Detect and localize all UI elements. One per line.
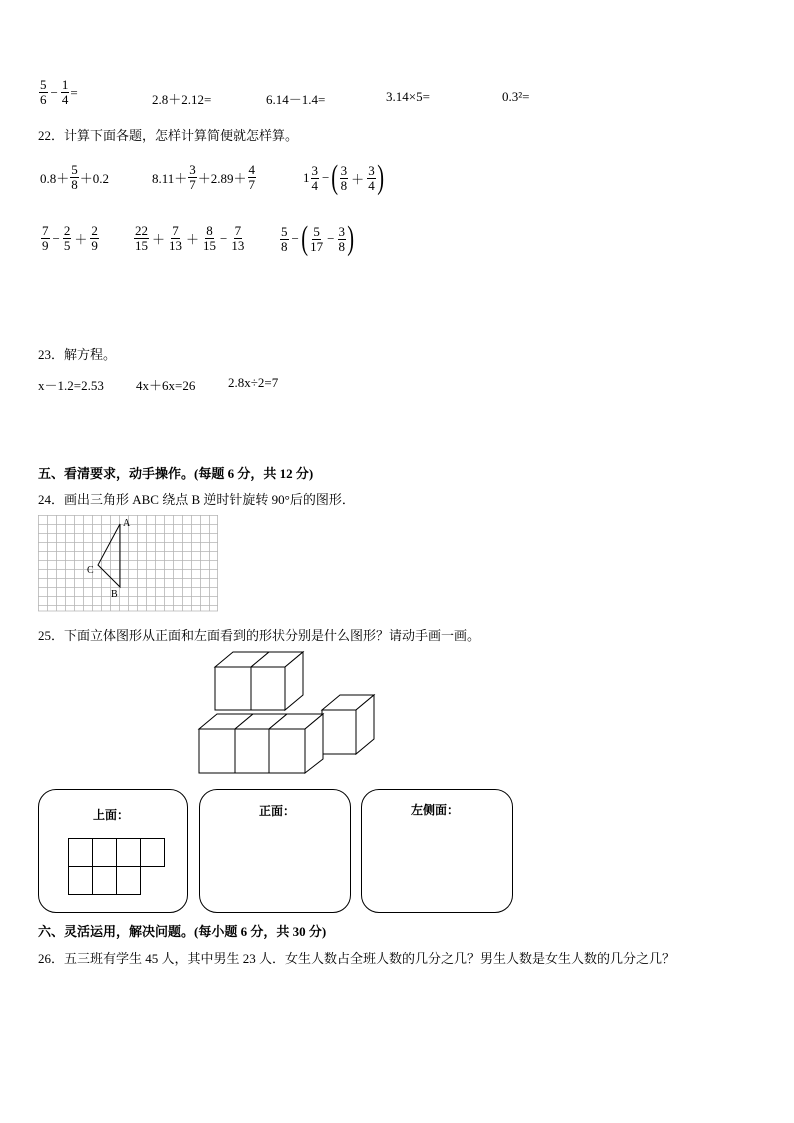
box-label-left: 左侧面： — [411, 803, 460, 817]
answer-box-top-view[interactable] — [38, 789, 188, 913]
fraction: $\frac{4}{7}$ — [248, 162, 256, 192]
q25-title: 25．下面立体图形从正面和左面看到的形状分别是什么图形？请动手画一画。 — [38, 628, 481, 643]
q22-expr-a: 0.8＋ $\frac{5}{8}$ ＋0.2 — [40, 162, 110, 192]
fraction: $\frac{2}{9}$ — [91, 223, 98, 253]
q23-title: 23．解方程。 — [38, 347, 117, 362]
q25-3d-cubes-figure — [195, 647, 380, 775]
section-6-heading: 六、灵活运用，解决问题。(每小题 6 分，共 30 分) — [38, 924, 327, 939]
fraction: $\frac{3}{8}$ — [338, 223, 346, 254]
fraction: $\frac{5}{8}$ — [281, 223, 288, 254]
label-b: B — [111, 589, 118, 600]
top-view-grid — [68, 838, 168, 898]
fraction: $\frac{8}{15}$ — [203, 223, 217, 253]
row1-expr-5: 0.3²= — [502, 89, 530, 104]
q23-equation-2: 4x＋6x=26 — [136, 378, 196, 393]
fraction: $\frac{2}{5}$ — [63, 223, 71, 253]
q24-grid-figure — [38, 515, 218, 612]
label-c: C — [87, 565, 94, 576]
fraction: $\frac{3}{7}$ — [189, 162, 196, 192]
label-a: A — [123, 518, 131, 529]
q24-title: 24．画出三角形 ABC 绕点 B 逆时针旋转 90°后的图形． — [38, 492, 355, 507]
fraction: $\frac{22}{15}$ — [135, 223, 148, 253]
fraction: $\frac{1}{4}$ — [61, 77, 69, 107]
q22-expr-c: 1 $\frac{3}{4}$ − ( $\frac{3}{8}$ ＋ $\frac{3}{4}$ ) — [303, 159, 384, 196]
fraction: $\frac{3}{4}$ — [368, 162, 375, 193]
fraction: $\frac{5}{8}$ — [71, 162, 78, 192]
q22-expr-d: $\frac{7}{9}$ − $\frac{2}{5}$ ＋ $\frac{2}{9}$ — [42, 223, 98, 253]
q22-title: 22．计算下面各题，怎样计算简便就怎样算。 — [38, 128, 299, 143]
q23-equation-3: 2.8x÷2=7 — [228, 375, 279, 390]
row1-exercises — [38, 78, 78, 107]
section-5-heading: 五、看清要求，动手操作。(每题 6 分，共 12 分) — [38, 466, 314, 481]
q26-title: 26．五三班有学生 45 人，其中男生 23 人．女生人数占全班人数的几分之几？男生人数是女生人数的几分之几？ — [38, 951, 676, 966]
q22-expr-b: 8.11＋ $\frac{3}{7}$ ＋2.89＋ $\frac{4}{7}$ — [152, 162, 256, 192]
row1-expr-2: 2.8＋2.12= — [152, 92, 212, 107]
grid-lines — [38, 515, 218, 611]
row1-expr-fraction: $\frac{5}{6}$ − $\frac{1}{4}$ = — [40, 77, 78, 107]
answer-box-left-view[interactable] — [361, 789, 513, 913]
fraction: $\frac{7}{13}$ — [231, 223, 245, 253]
answer-box-front-view[interactable] — [199, 789, 351, 913]
box-label-top: 上面： — [93, 808, 130, 822]
row1-expr-4: 3.14×5= — [386, 89, 430, 104]
fraction: $\frac{3}{4}$ — [311, 162, 318, 193]
row1-expr-3: 6.14－1.4= — [266, 92, 326, 107]
box-label-front: 正面： — [259, 804, 296, 818]
q22-expr-e: $\frac{22}{15}$ ＋ $\frac{7}{13}$ ＋ $\frac{8}{15}$ − $\frac{7}{13}$ — [135, 223, 245, 253]
fraction: $\frac{7}{9}$ — [42, 223, 49, 253]
fraction: $\frac{5}{6}$ — [40, 77, 47, 107]
q22-expr-f: $\frac{5}{8}$ − ( $\frac{5}{17}$ − $\frac{3}{8}$ ) — [281, 220, 355, 257]
fraction: $\frac{5}{17}$ — [310, 223, 324, 254]
q23-equation-1: x－1.2=2.53 — [38, 378, 104, 393]
fraction: $\frac{7}{13}$ — [169, 223, 183, 253]
fraction: $\frac{3}{8}$ — [340, 162, 348, 193]
mixed-number: 1 $\frac{3}{4}$ — [303, 162, 318, 193]
